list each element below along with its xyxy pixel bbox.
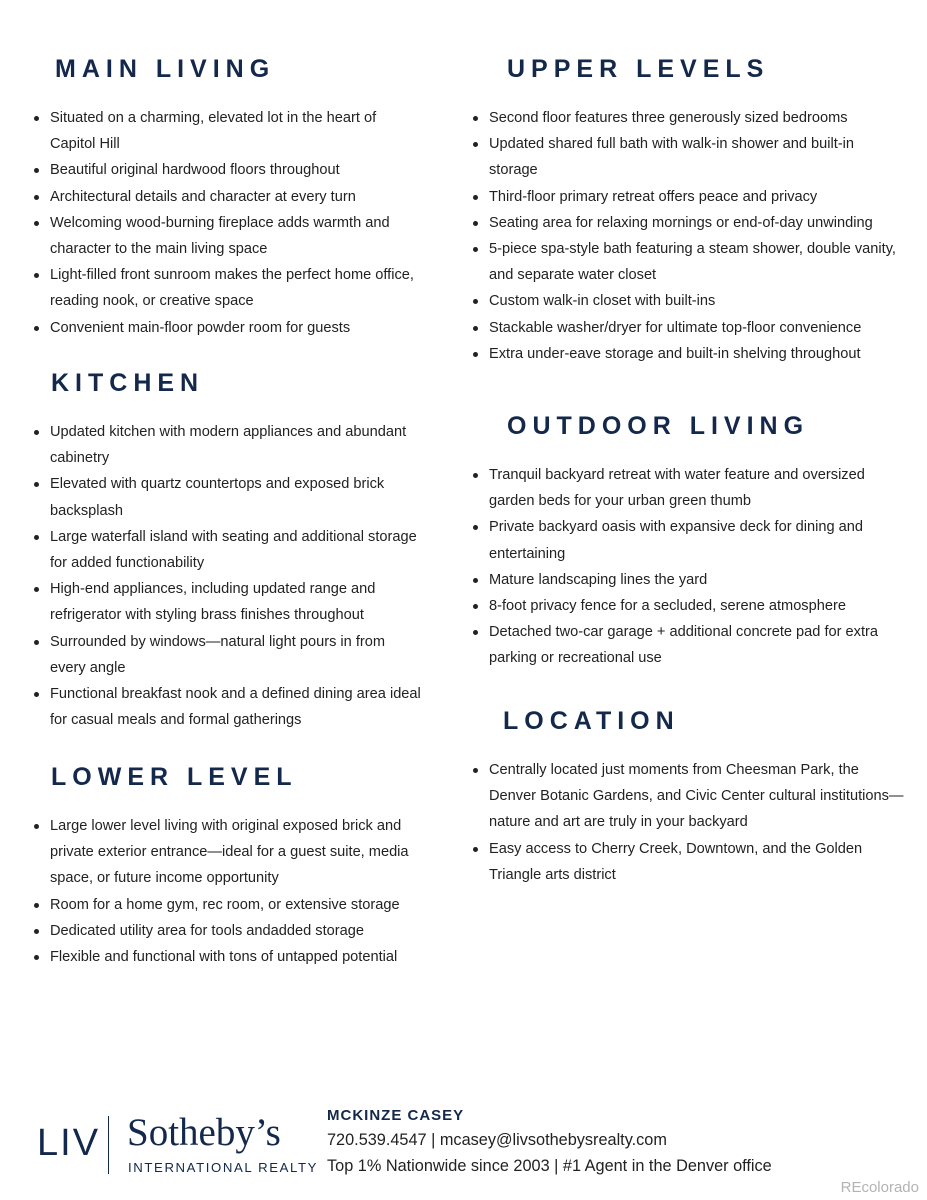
section-upper-levels (466, 55, 906, 367)
list-item: Seating area for relaxing mornings or end-of-day unwinding (489, 210, 906, 236)
list-item: Detached two-car garage + additional concrete pad for extra parking or recreational use (489, 619, 906, 671)
agent-tagline: Top 1% Nationwide since 2003 | #1 Agent in the Denver office (327, 1157, 772, 1175)
list-item: Custom walk-in closet with built-ins (489, 288, 906, 314)
list-item: Large waterfall island with seating and additional storage for added functionability (50, 524, 422, 576)
list-item: Updated kitchen with modern appliances and abundant cabinetry (50, 419, 422, 471)
list-item: Extra under-eave storage and built-in shelving throughout (489, 341, 906, 367)
list-item: Mature landscaping lines the yard (489, 567, 906, 593)
list-item: 5-piece spa-style bath featuring a steam shower, double vanity, and separate water closet (489, 236, 906, 288)
list-item: Flexible and functional with tons of untapped potential (50, 944, 422, 970)
bullet-list (27, 813, 422, 970)
list-item: High-end appliances, including updated range and refrigerator with styling brass finishes throughout (50, 576, 422, 628)
list-item: Dedicated utility area for tools andadded storage (50, 918, 422, 944)
list-item: Beautiful original hardwood floors throughout (50, 157, 422, 183)
bullet-list (466, 462, 906, 672)
logo-subtitle: INTERNATIONAL REALTY (128, 1160, 319, 1175)
section-heading: MAIN LIVING (55, 55, 276, 83)
list-item: Surrounded by windows—natural light pours in from every angle (50, 629, 422, 681)
section-lower-level (27, 763, 422, 970)
section-location (466, 707, 906, 888)
watermark: REcolorado (840, 1179, 919, 1196)
agent-name: MCKINZE CASEY (327, 1107, 465, 1124)
section-heading: LOWER LEVEL (51, 763, 298, 791)
section-heading: KITCHEN (51, 369, 205, 397)
list-item: Large lower level living with original exposed brick and private exterior entrance—ideal for a guest suite, media space, or future income opportunity (50, 813, 422, 892)
list-item: Tranquil backyard retreat with water feature and oversized garden beds for your urban green thumb (489, 462, 906, 514)
section-outdoor-living (466, 412, 906, 672)
section-kitchen (27, 369, 422, 733)
list-item: Private backyard oasis with expansive deck for dining and entertaining (489, 514, 906, 566)
section-heading: LOCATION (503, 707, 680, 735)
list-item: Second floor features three generously sized bedrooms (489, 105, 906, 131)
list-item: Updated shared full bath with walk-in shower and built-in storage (489, 131, 906, 183)
footer (0, 1100, 927, 1200)
logo-sothebys: Sotheby’s (127, 1111, 281, 1154)
list-item: Light-filled front sunroom makes the perfect home office, reading nook, or creative space (50, 262, 422, 314)
bullet-list (27, 105, 422, 341)
list-item: Welcoming wood-burning fireplace adds warmth and character to the main living space (50, 210, 422, 262)
agent-contact: 720.539.4547 | mcasey@livsothebysrealty.com (327, 1131, 667, 1149)
list-item: Architectural details and character at every turn (50, 184, 422, 210)
list-item: Centrally located just moments from Cheesman Park, the Denver Botanic Gardens, and Civic Center cultural institutions—nature and art are truly in your backyard (489, 757, 906, 836)
list-item: Elevated with quartz countertops and exposed brick backsplash (50, 471, 422, 523)
list-item: Stackable washer/dryer for ultimate top-floor convenience (489, 315, 906, 341)
list-item: Situated on a charming, elevated lot in the heart of Capitol Hill (50, 105, 422, 157)
list-item: Functional breakfast nook and a defined dining area ideal for casual meals and formal gatherings (50, 681, 422, 733)
bullet-list (466, 105, 906, 367)
bullet-list (466, 757, 906, 888)
list-item: Room for a home gym, rec room, or extensive storage (50, 892, 422, 918)
list-item: Convenient main-floor powder room for guests (50, 315, 422, 341)
section-main-living (27, 55, 422, 341)
list-item: Third-floor primary retreat offers peace and privacy (489, 184, 906, 210)
logo-liv: LIV (37, 1122, 101, 1164)
list-item: Easy access to Cherry Creek, Downtown, and the Golden Triangle arts district (489, 836, 906, 888)
section-heading: UPPER LEVELS (507, 55, 770, 83)
bullet-list (27, 419, 422, 733)
list-item: 8-foot privacy fence for a secluded, serene atmosphere (489, 593, 906, 619)
section-heading: OUTDOOR LIVING (507, 412, 810, 440)
logo-divider (108, 1116, 109, 1174)
